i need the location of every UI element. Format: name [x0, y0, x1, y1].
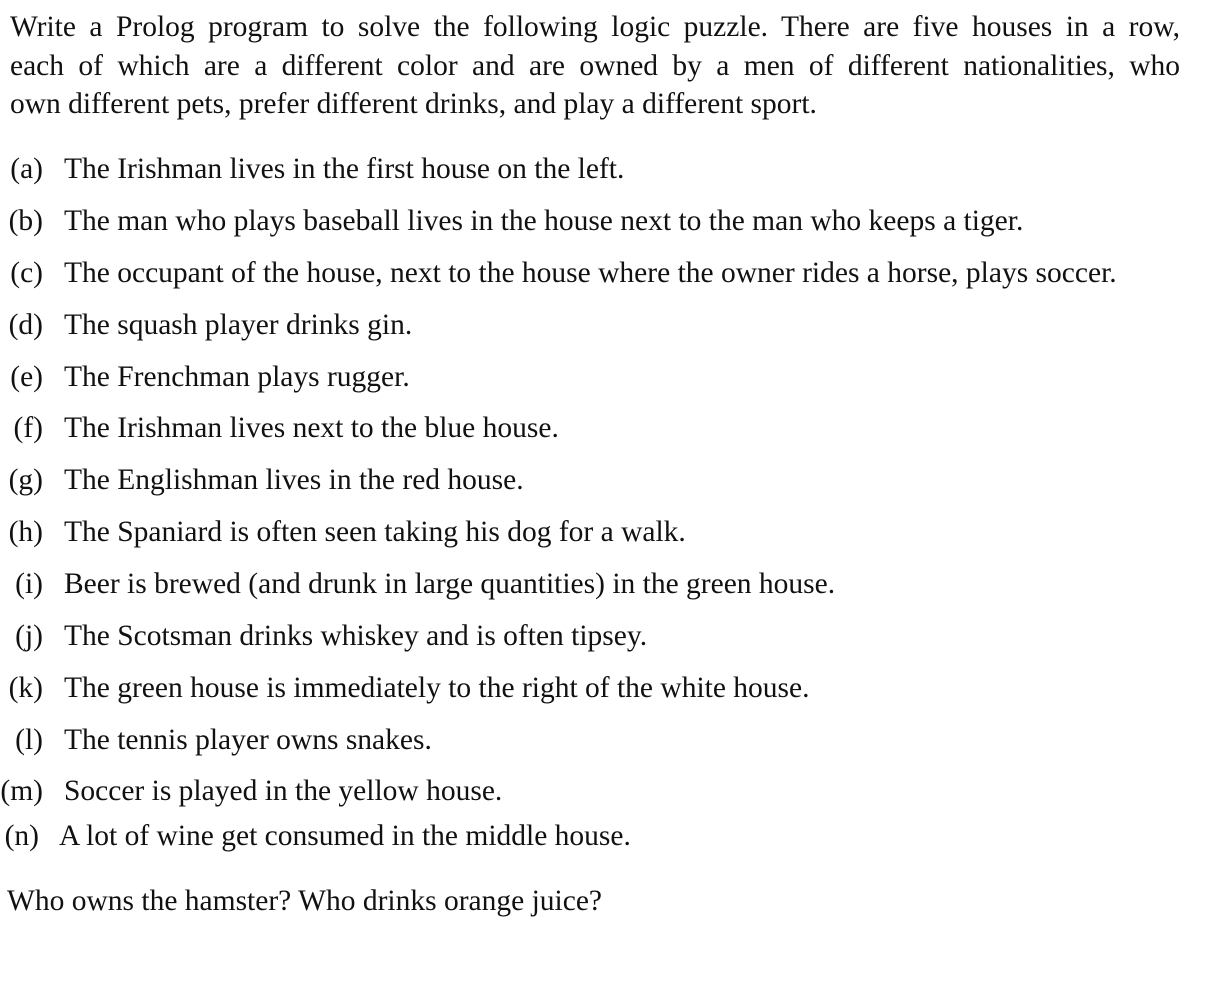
intro-line: Write a Prolog program to solve the following logic puzzle. There are five houses in a row,	[10, 11, 1180, 43]
clue-marker: (d)	[8, 309, 43, 341]
clue-marker: (l)	[15, 724, 43, 756]
clue-text: The Frenchman plays rugger.	[64, 361, 410, 393]
clue-marker: (j)	[15, 620, 43, 652]
clue-marker: (m)	[0, 775, 43, 807]
clue-text: The Irishman lives next to the blue house.	[64, 412, 559, 444]
clue-marker: (a)	[10, 153, 43, 185]
clue-text: The Irishman lives in the first house on the left.	[64, 153, 625, 185]
intro-line: each of which are a different color and are owned by a men of different nationalities, who	[10, 49, 1180, 82]
clue-marker: (e)	[10, 361, 43, 393]
clue-marker: (c)	[10, 257, 43, 289]
clue-marker: (h)	[8, 516, 43, 548]
clue-text: The man who plays baseball lives in the house next to the man who keeps a tiger.	[64, 205, 1024, 237]
closing-question: Who owns the hamster? Who drinks orange juice?	[7, 885, 603, 917]
clue-text: The Scotsman drinks whiskey and is often tipsey.	[64, 620, 648, 652]
clue-text: The Spaniard is often seen taking his dog for a walk.	[64, 516, 686, 548]
clue-marker: (b)	[8, 205, 43, 237]
clue-text: The occupant of the house, next to the house where the owner rides a horse, plays soccer.	[64, 257, 1117, 289]
clue-marker: (n)	[4, 820, 39, 852]
clue-text: The squash player drinks gin.	[64, 309, 413, 341]
intro-line: own different pets, prefer different drinks, and play a different sport.	[10, 88, 817, 120]
clue-text: The green house is immediately to the right of the white house.	[64, 672, 810, 704]
clue-text: The tennis player owns snakes.	[64, 724, 432, 756]
clue-marker: (i)	[15, 568, 43, 600]
clue-marker: (f)	[13, 412, 43, 444]
clue-marker: (k)	[8, 672, 43, 704]
clue-text: The Englishman lives in the red house.	[64, 464, 524, 496]
clue-text: A lot of wine get consumed in the middle house.	[59, 820, 631, 852]
clue-text: Soccer is played in the yellow house.	[64, 775, 503, 807]
clue-marker: (g)	[8, 464, 43, 496]
clue-text: Beer is brewed (and drunk in large quantities) in the green house.	[64, 568, 836, 600]
